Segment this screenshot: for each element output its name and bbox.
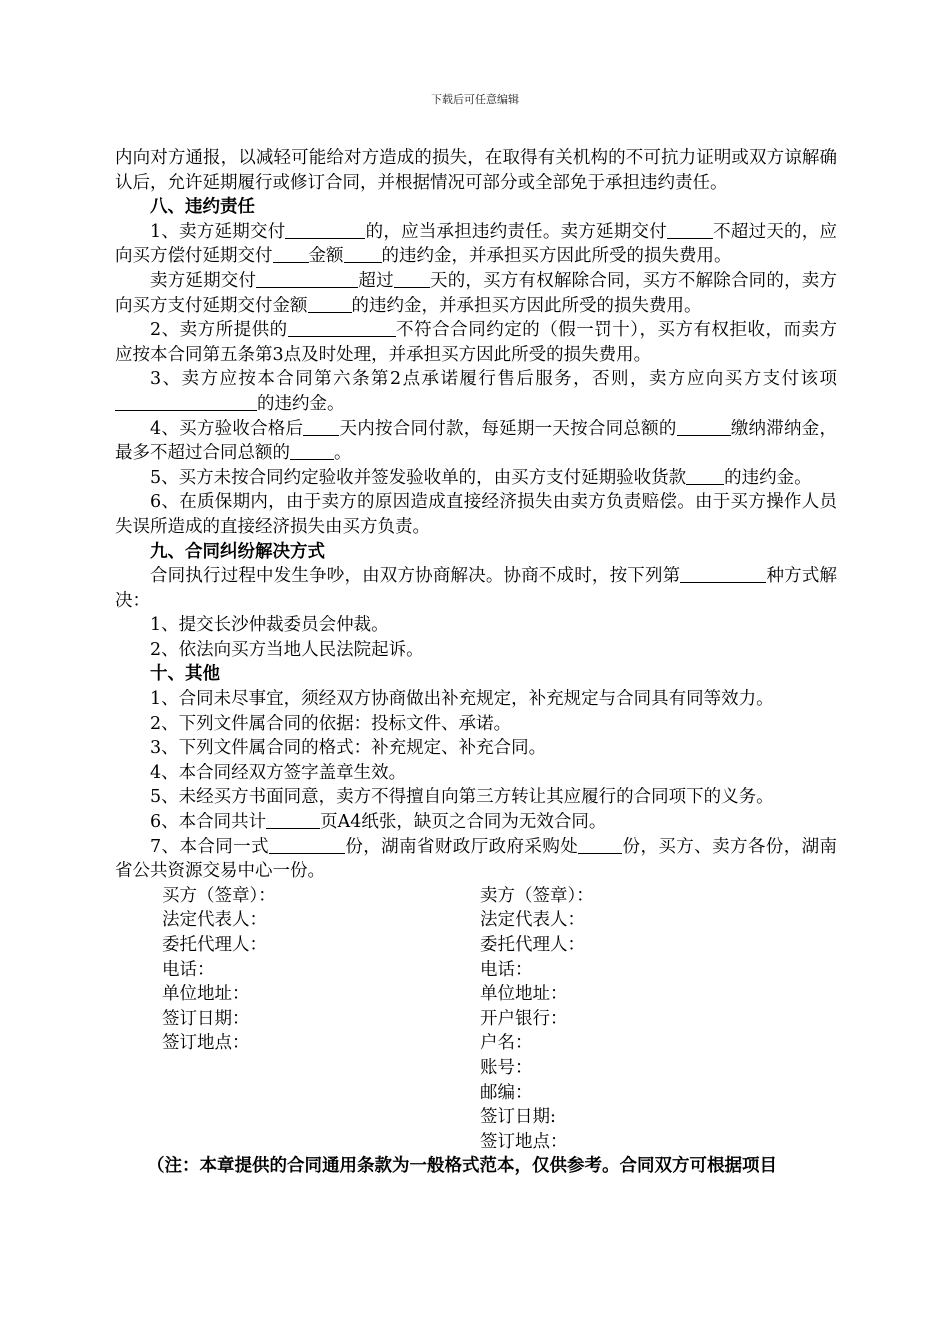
seller-field: 卖方（签章）： [480, 885, 594, 906]
clause-8-1-cont: 卖方延期交付 超过 天的，买方有权解除合同，买方不解除合同的，卖方向买方支付延期交付金额 的违约金，并承担买方因此所受的损失费用。 [115, 270, 837, 316]
seller-field: 签订地点： [480, 1131, 568, 1152]
buyer-field: 买方（签章）： [162, 885, 276, 906]
buyer-field: 法定代表人： [162, 910, 267, 931]
seller-field: 开户银行： [480, 1008, 568, 1029]
blank-field [677, 418, 731, 436]
blank-field [115, 393, 257, 411]
clause-10-4: 4、本合同经双方签字盖章生效。 [150, 762, 407, 783]
blank-field [680, 565, 766, 583]
contract-body [115, 146, 837, 1179]
buyer-field: 电话： [162, 959, 215, 980]
blank-field [303, 418, 339, 436]
blank-field [256, 270, 358, 288]
seller-field: 账号： [480, 1057, 533, 1078]
blank-field [394, 270, 430, 288]
clause-10-1: 1、合同未尽事宜，须经双方协商做出补充规定，补充规定与合同具有同等效力。 [150, 689, 774, 710]
clause-9-1: 1、提交长沙仲裁委员会仲裁。 [150, 615, 389, 636]
footnote: （注：本章提供的合同通用条款为一般格式范本，仅供参考。合同双方可根据项目 [147, 1156, 777, 1177]
intro-paragraph: 内向对方通报，以减轻可能给对方造成的损失，在取得有关机构的不可抗力证明或双方谅解确认后，允许延期履行或修订合同，并根据情况可部分或全部免于承担违约责任。 [115, 148, 837, 193]
seller-field: 签订日期: [480, 1107, 556, 1128]
clause-9-2: 2、依法向买方当地人民法院起诉。 [150, 639, 424, 660]
blank-field [285, 221, 365, 239]
blank-field [290, 442, 334, 460]
seller-signature-column [480, 884, 798, 1155]
buyer-field: 委托代理人： [162, 935, 267, 955]
seller-field: 邮编： [480, 1082, 533, 1103]
section-9-title: 九、合同纠纷解决方式 [150, 541, 325, 562]
clause-10-5: 5、未经买方书面同意，卖方不得擅自向第三方转让其应履行的合同项下的义务。 [150, 787, 774, 808]
clause-8-6: 6、在质保期内，由于卖方的原因造成直接经济损失由卖方负责赔偿。由于买方操作人员失误所造成的直接经济损失由买方负责。 [115, 492, 837, 537]
clause-8-5: 5、买方未按合同约定验收并签发验收单的，由买方支付延期验收货款 的违约金。 [150, 467, 812, 488]
blank-field [266, 811, 320, 829]
blank-field [269, 836, 345, 854]
signature-block [162, 884, 837, 1155]
clause-10-7: 7、本合同一式 份，湖南省财政厅政府采购处 份，买方、卖方各份，湖南省公共资源交易中心一份。 [115, 836, 837, 882]
clause-10-2: 2、下列文件属合同的依据：投标文件、承诺。 [150, 713, 512, 734]
clause-8-2: 2、卖方所提供的 不符合合同约定的（假一罚十），买方有权拒收，而卖方应按本合同第五条第3点及时处理，并承担买方因此所受的损失费用。 [115, 320, 838, 365]
clause-8-1: 1、卖方延期交付 的，应当承担违约责任。卖方延期交付 不超过天的，应向买方偿付延期交付 金额 的违约金，并承担买方因此所受的损失费用。 [115, 221, 837, 267]
seller-field: 电话： [480, 959, 533, 980]
seller-field: 委托代理人： [480, 935, 585, 955]
blank-field [273, 245, 309, 263]
buyer-field: 单位地址： [162, 984, 250, 1005]
clause-8-3: 3、卖方应按本合同第六条第2点承诺履行售后服务，否则，卖方应向买方支付该项的违约金。 [115, 367, 837, 416]
clause-8-4: 4、买方验收合格后 天内按合同付款，每延期一天按合同总额的 缴纳滞纳金，最多不超过合同总额的 。 [115, 418, 838, 464]
blank-field [308, 295, 352, 313]
blank-field [578, 836, 622, 854]
seller-field: 法定代表人： [480, 910, 585, 931]
blank-field [667, 221, 713, 239]
blank-field [288, 319, 396, 337]
buyer-field: 签订日期： [162, 1008, 250, 1029]
seller-field: 单位地址： [480, 984, 568, 1005]
seller-field: 户名： [480, 1033, 533, 1054]
clause-9-intro: 合同执行过程中发生争吵，由双方协商解决。协商不成时，按下列第 种方式解决： [115, 566, 838, 611]
clause-10-3: 3、下列文件属合同的格式：补充规定、补充合同。 [150, 738, 547, 759]
page-header: 下载后可任意编辑 [431, 93, 519, 106]
blank-field [686, 467, 724, 485]
blank-field [344, 245, 382, 263]
section-8-title: 八、违约责任 [150, 197, 255, 218]
buyer-signature-column [162, 884, 480, 1155]
clause-10-6: 6、本合同共计 页A4纸张，缺页之合同为无效合同。 [150, 812, 607, 833]
buyer-field: 签订地点： [162, 1033, 250, 1054]
section-10-title: 十、其他 [150, 664, 220, 685]
